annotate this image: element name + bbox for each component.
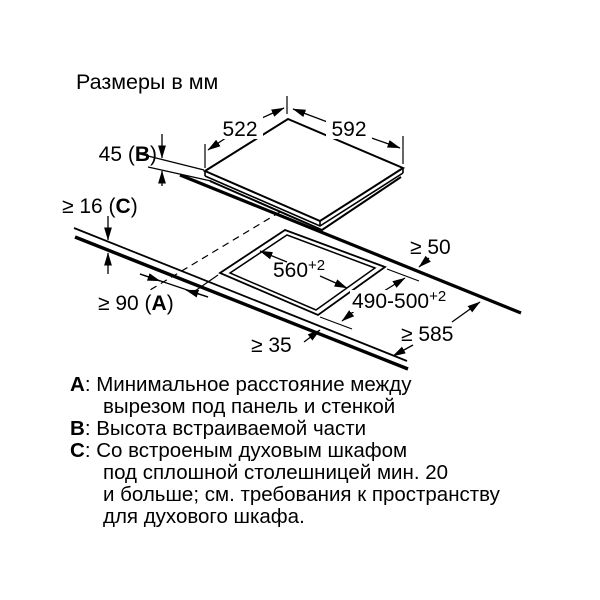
dim-label-35: ≥ 35: [251, 334, 292, 357]
dim-label-560: $560^{+2}$: [273, 257, 326, 282]
dim-label-585: ≥ 585: [401, 323, 454, 346]
dimension-arrows: [108, 108, 480, 356]
legend-line-c4: для духового шкафа.: [103, 505, 305, 528]
dim-label-45-B: 45 (B): [98, 143, 157, 166]
dim-label-16-C: ≥ 16 (C): [62, 195, 138, 218]
legend-line-c: C: Со встроеным духовым шкафом: [70, 439, 408, 462]
diagram-title: Размеры в мм: [76, 70, 219, 94]
dim-label-490-500: $490-500^{+2}$: [352, 288, 447, 313]
dim-label-592: 592: [331, 118, 367, 141]
legend-line-b: B: Высота встраиваемой части: [70, 417, 367, 440]
legend-line-a: A: Минимальное расстояние между: [70, 373, 412, 396]
legend-line-c3: и больше; см. требования к пространству: [103, 483, 500, 506]
legend: [70, 373, 501, 528]
dim-label-50: ≥ 50: [410, 236, 451, 259]
legend-line-c2: под сплошной столешницей мин. 20: [103, 461, 449, 484]
dim-label-90-A: ≥ 90 (A): [98, 292, 174, 315]
dim-label-522: 522: [222, 118, 258, 141]
legend-line-a2: вырезом под панель и стенкой: [103, 395, 396, 418]
